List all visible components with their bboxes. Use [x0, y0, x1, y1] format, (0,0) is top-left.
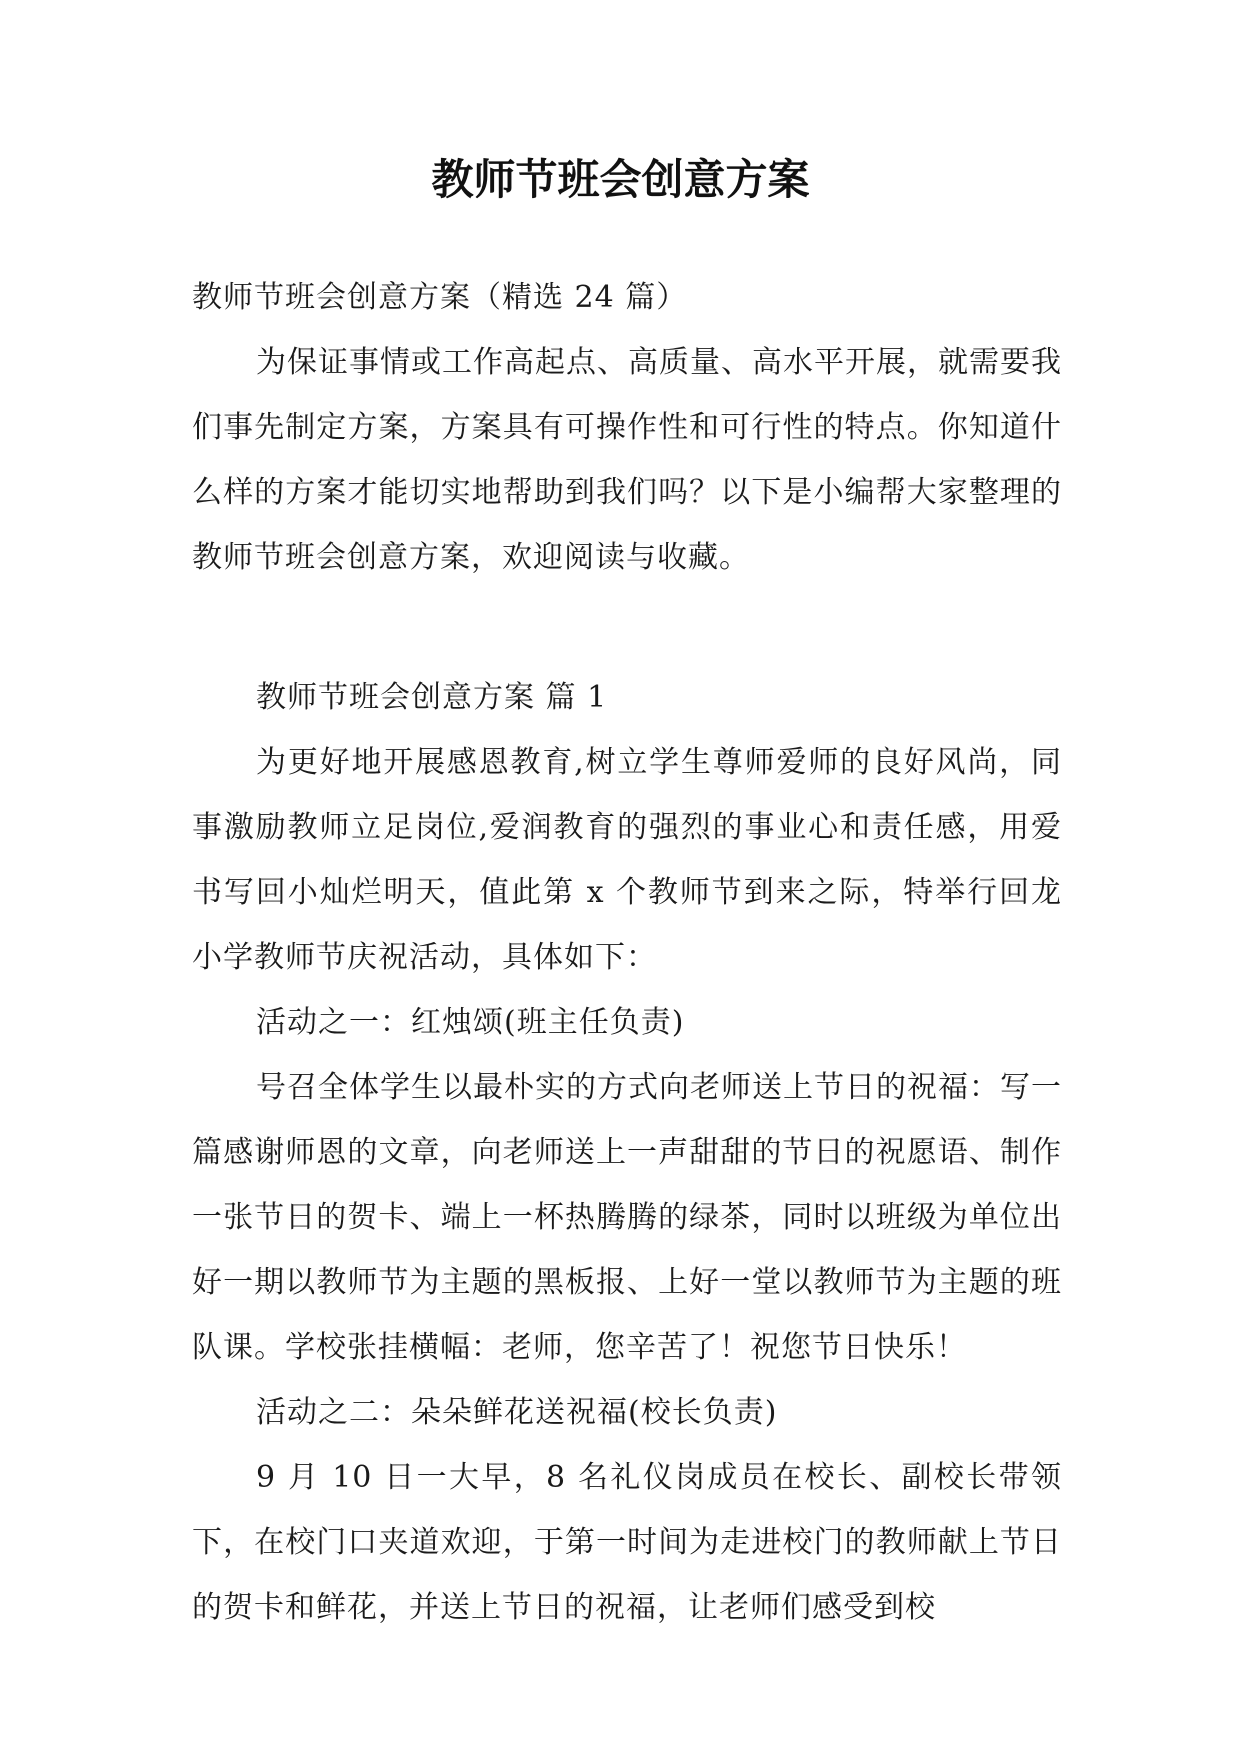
document-subtitle: 教师节班会创意方案（精选 24 篇） — [192, 280, 688, 315]
body-paragraph: 为更好地开展感恩教育,树立学生尊师爱师的良好风尚，同事激励教师立足岗位,爱润教育的强烈的事业心和责任感，用爱书写回小灿烂明天，值此第 x 个教师节到来之际，特举行回龙小学教师节庆祝活动，具体如下： — [192, 745, 1062, 975]
section-spacer — [192, 590, 1062, 665]
section-heading: 教师节班会创意方案 篇 1 — [256, 680, 608, 715]
activity-heading: 活动之二：朵朵鲜花送祝福(校长负责) — [256, 1395, 778, 1430]
document-title: 教师节班会创意方案 — [431, 155, 810, 204]
body-paragraph: 9 月 10 日一大早，8 名礼仪岗成员在校长、副校长带领下，在校门口夹道欢迎，于第一时间为走进校门的教师献上节日的贺卡和鲜花，并送上节日的祝福，让老师们感受到校 — [192, 1460, 1062, 1625]
activity-heading: 活动之一：红烛颂(班主任负责) — [256, 1005, 685, 1040]
intro-paragraph: 为保证事情或工作高起点、高质量、高水平开展，就需要我们事先制定方案，方案具有可操作性和可行性的特点。你知道什么样的方案才能切实地帮助到我们吗？以下是小编帮大家整理的教师节班会创意方案，欢迎阅读与收藏。 — [192, 345, 1062, 575]
document-body — [192, 265, 1062, 1640]
body-paragraph: 号召全体学生以最朴实的方式向老师送上节日的祝福：写一篇感谢师恩的文章，向老师送上一声甜甜的节日的祝愿语、制作一张节日的贺卡、端上一杯热腾腾的绿茶，同时以班级为单位出好一期以教师节为主题的黑板报、上好一堂以教师节为主题的班队课。学校张挂横幅：老师，您辛苦了！祝您节日快乐！ — [192, 1070, 1062, 1365]
